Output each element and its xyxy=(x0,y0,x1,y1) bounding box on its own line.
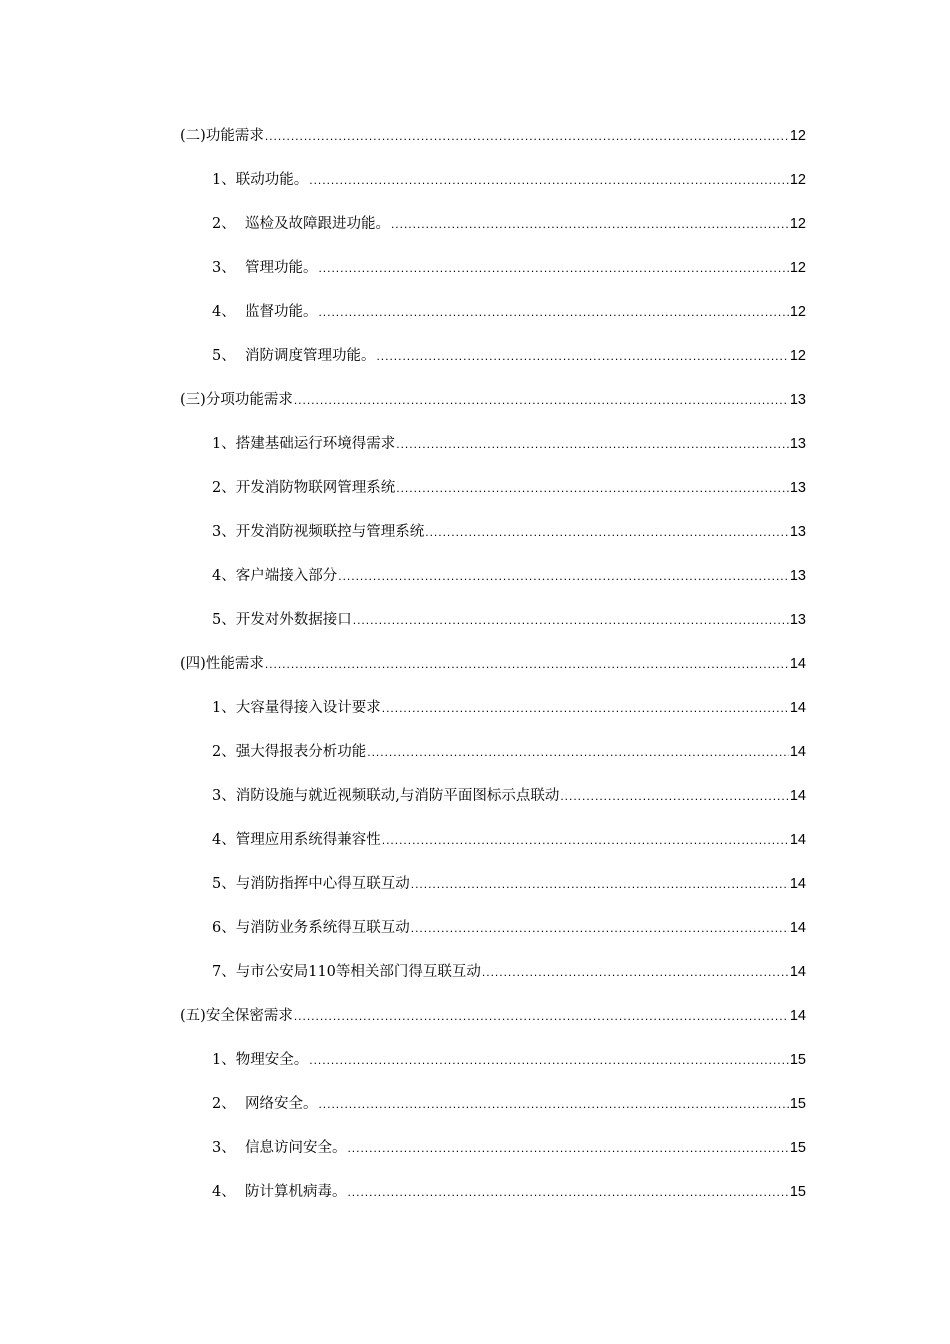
toc-entry-line xyxy=(212,874,806,894)
toc-entry-line xyxy=(212,918,806,938)
toc-dot-leader xyxy=(382,698,789,718)
toc-entry-line xyxy=(212,214,806,234)
toc-subsection-entry[interactable] xyxy=(0,334,950,378)
toc-subsection-entry[interactable] xyxy=(0,950,950,994)
toc-entry-line xyxy=(212,786,806,806)
toc-page-number: 12 xyxy=(789,304,806,320)
toc-entry-title: 3、 信息访问安全。 xyxy=(212,1140,347,1156)
toc-entry-title: 5、与消防指挥中心得互联互动 xyxy=(212,876,410,892)
toc-subsection-entry[interactable] xyxy=(0,202,950,246)
toc-entry-title: 2、强大得报表分析功能 xyxy=(212,744,367,760)
toc-subsection-entry[interactable] xyxy=(0,598,950,642)
toc-page-number: 13 xyxy=(789,392,806,408)
toc-entry-line xyxy=(212,698,806,718)
toc-dot-leader xyxy=(353,610,789,630)
toc-entry-title: 3、 管理功能。 xyxy=(212,260,318,276)
toc-dot-leader xyxy=(347,1138,788,1158)
toc-entry-title: 4、客户端接入部分 xyxy=(212,568,338,584)
toc-entry-title: (二)功能需求 xyxy=(180,128,264,144)
toc-dot-leader xyxy=(382,830,789,850)
toc-entry-line xyxy=(212,566,806,586)
toc-subsection-entry[interactable] xyxy=(0,290,950,334)
toc-entry-title: 3、消防设施与就近视频联动,与消防平面图标示点联动 xyxy=(212,788,560,804)
toc-page-number: 12 xyxy=(789,128,806,144)
toc-entry-title: 1、大容量得接入设计要求 xyxy=(212,700,381,716)
toc-entry-line xyxy=(212,258,806,278)
toc-entry-line xyxy=(212,962,806,982)
toc-entry-line xyxy=(212,1182,806,1202)
toc-dot-leader xyxy=(265,654,789,674)
toc-dot-leader xyxy=(560,786,789,806)
toc-page-number: 12 xyxy=(789,348,806,364)
toc-dot-leader xyxy=(391,214,789,234)
toc-page-number: 15 xyxy=(789,1052,806,1068)
toc-page-number: 14 xyxy=(789,964,806,980)
toc-entry-title: (四)性能需求 xyxy=(180,656,264,672)
toc-subsection-entry[interactable] xyxy=(0,466,950,510)
toc-subsection-entry[interactable] xyxy=(0,1082,950,1126)
toc-entry-title: 3、开发消防视频联控与管理系统 xyxy=(212,524,425,540)
toc-entry-line xyxy=(212,478,806,498)
toc-subsection-entry[interactable] xyxy=(0,1038,950,1082)
toc-page-number: 14 xyxy=(789,744,806,760)
toc-subsection-entry[interactable] xyxy=(0,862,950,906)
toc-entry-title: 1、物理安全。 xyxy=(212,1052,309,1068)
toc-section-entry[interactable] xyxy=(0,378,950,422)
toc-subsection-entry[interactable] xyxy=(0,246,950,290)
toc-subsection-entry[interactable] xyxy=(0,422,950,466)
toc-dot-leader xyxy=(338,566,789,586)
toc-page-number: 12 xyxy=(789,172,806,188)
toc-subsection-entry[interactable] xyxy=(0,906,950,950)
toc-entry-title: 1、联动功能。 xyxy=(212,172,309,188)
toc-section-entry[interactable] xyxy=(0,114,950,158)
toc-subsection-entry[interactable] xyxy=(0,510,950,554)
toc-page-number: 14 xyxy=(789,788,806,804)
toc-page-number: 13 xyxy=(789,436,806,452)
toc-subsection-entry[interactable] xyxy=(0,774,950,818)
toc-page-number: 12 xyxy=(789,260,806,276)
toc-entry-line xyxy=(180,1006,806,1026)
toc-dot-leader xyxy=(376,346,788,366)
toc-entry-line xyxy=(212,1094,806,1114)
toc-dot-leader xyxy=(294,390,789,410)
toc-entry-title: (三)分项功能需求 xyxy=(180,392,293,408)
toc-subsection-entry[interactable] xyxy=(0,686,950,730)
toc-page-number: 15 xyxy=(789,1140,806,1156)
toc-page-number: 13 xyxy=(789,480,806,496)
toc-entry-title: 4、 防计算机病毒。 xyxy=(212,1184,347,1200)
toc-entry-title: 5、 消防调度管理功能。 xyxy=(212,348,376,364)
toc-entry-line xyxy=(212,1138,806,1158)
toc-subsection-entry[interactable] xyxy=(0,818,950,862)
toc-page-number: 12 xyxy=(789,216,806,232)
toc-subsection-entry[interactable] xyxy=(0,1126,950,1170)
toc-subsection-entry[interactable] xyxy=(0,730,950,774)
toc-entry-line xyxy=(212,346,806,366)
toc-entry-title: 7、与市公安局110等相关部门得互联互动 xyxy=(212,964,481,980)
toc-subsection-entry[interactable] xyxy=(0,554,950,598)
toc-page-number: 15 xyxy=(789,1096,806,1112)
toc-page-number: 13 xyxy=(789,612,806,628)
toc-entry-line xyxy=(180,126,806,146)
toc-section-entry[interactable] xyxy=(0,994,950,1038)
toc-entry-line xyxy=(212,610,806,630)
toc-dot-leader xyxy=(309,170,789,190)
toc-entry-line xyxy=(180,654,806,674)
toc-page-number: 14 xyxy=(789,656,806,672)
toc-entry-line xyxy=(212,434,806,454)
toc-entry-title: 5、开发对外数据接口 xyxy=(212,612,352,628)
toc-dot-leader xyxy=(294,1006,789,1026)
toc-page-number: 14 xyxy=(789,920,806,936)
toc-entry-title: 2、 巡检及故障跟进功能。 xyxy=(212,216,390,232)
toc-page-number: 14 xyxy=(789,1008,806,1024)
toc-subsection-entry[interactable] xyxy=(0,158,950,202)
toc-entry-line xyxy=(212,522,806,542)
toc-page-number: 14 xyxy=(789,700,806,716)
toc-entry-line xyxy=(212,170,806,190)
toc-dot-leader xyxy=(318,1094,788,1114)
toc-subsection-entry[interactable] xyxy=(0,1170,950,1214)
toc-entry-title: 6、与消防业务系统得互联互动 xyxy=(212,920,410,936)
toc-dot-leader xyxy=(367,742,789,762)
toc-dot-leader xyxy=(396,434,789,454)
toc-dot-leader xyxy=(309,1050,789,1070)
toc-entry-line xyxy=(212,1050,806,1070)
toc-entry-title: 1、搭建基础运行环境得需求 xyxy=(212,436,396,452)
toc-page-number: 15 xyxy=(789,1184,806,1200)
toc-page-number: 14 xyxy=(789,832,806,848)
toc-dot-leader xyxy=(482,962,789,982)
table-of-contents xyxy=(0,114,950,1214)
toc-dot-leader xyxy=(265,126,789,146)
toc-dot-leader xyxy=(396,478,789,498)
toc-dot-leader xyxy=(411,874,789,894)
toc-dot-leader xyxy=(318,258,788,278)
toc-entry-title: 2、 网络安全。 xyxy=(212,1096,318,1112)
toc-entry-line xyxy=(212,302,806,322)
toc-entry-title: 4、 监督功能。 xyxy=(212,304,318,320)
toc-dot-leader xyxy=(318,302,788,322)
toc-page-number: 13 xyxy=(789,524,806,540)
toc-entry-title: (五)安全保密需求 xyxy=(180,1008,293,1024)
toc-page-number: 14 xyxy=(789,876,806,892)
toc-entry-line xyxy=(212,742,806,762)
toc-entry-line xyxy=(212,830,806,850)
toc-entry-title: 4、管理应用系统得兼容性 xyxy=(212,832,381,848)
toc-entry-title: 2、开发消防物联网管理系统 xyxy=(212,480,396,496)
toc-dot-leader xyxy=(347,1182,788,1202)
toc-dot-leader xyxy=(411,918,789,938)
toc-dot-leader xyxy=(425,522,789,542)
toc-entry-line xyxy=(180,390,806,410)
toc-page-number: 13 xyxy=(789,568,806,584)
toc-section-entry[interactable] xyxy=(0,642,950,686)
